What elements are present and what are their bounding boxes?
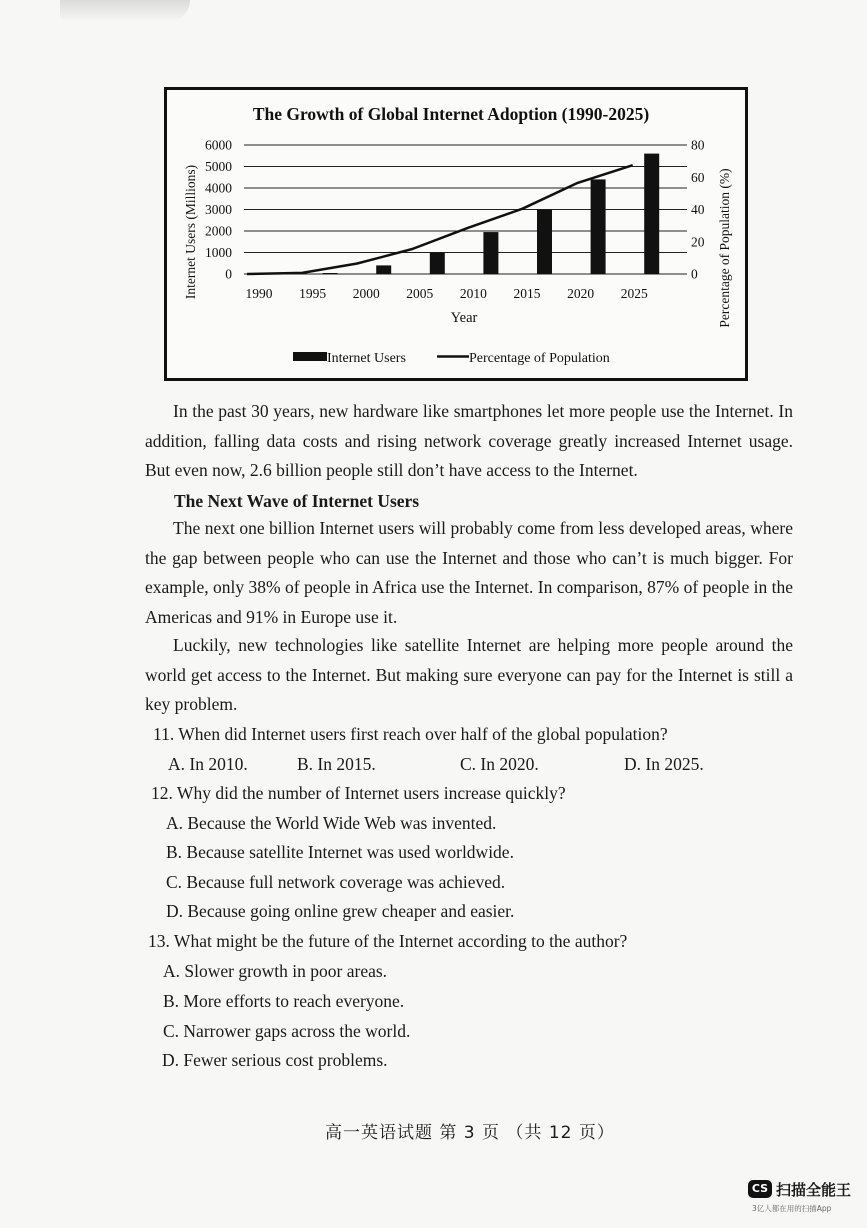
- passage-paragraph-3: [145, 631, 793, 720]
- legend-bar-swatch: [293, 352, 327, 361]
- legend-label-users: Internet Users: [327, 351, 406, 366]
- bar: [537, 210, 552, 275]
- grid-lines: [244, 145, 687, 274]
- y-tick-label: 0: [225, 266, 232, 282]
- y-axis-title-right: Percentage of Population (%): [717, 168, 732, 328]
- question-11-option-c[interactable]: C. In 2020.: [460, 754, 539, 774]
- question-13-option-c[interactable]: C. Narrower gaps across the world.: [163, 1021, 411, 1041]
- y-tick-label: 5000: [205, 159, 232, 174]
- question-11-stem: 11. When did Internet users first reach over half of the global population?: [153, 724, 668, 744]
- question-13-option-d[interactable]: D. Fewer serious cost problems.: [162, 1050, 388, 1070]
- y2-tick-label: 40: [691, 202, 705, 217]
- y2-tick-label: 0: [691, 266, 698, 282]
- paragraph-2-text: The next one billion Internet users will probably come from less developed areas, where the gap between people who can use the Internet and those who can’t is much bigger. For example, only 38% of people in Africa use the Internet. In comparison, 87% of people in the Americas and 91% in Europe use it.: [145, 518, 793, 627]
- paragraph-3-text: Luckily, new technologies like satellite Internet are helping more people around the world get access to the Internet. But making sure everyone can pay for the Internet is still a key problem.: [145, 635, 793, 714]
- x-tick-label: 2000: [352, 286, 380, 301]
- y-tick-label: 3000: [205, 202, 232, 217]
- chart-frame: [164, 87, 748, 381]
- y-tick-label: 2000: [205, 223, 232, 239]
- y2-tick-label: 80: [691, 137, 705, 153]
- x-axis-title: Year: [450, 310, 478, 326]
- bar: [430, 253, 445, 275]
- scanner-watermark: [748, 1178, 858, 1218]
- question-12-stem: 12. Why did the number of Internet users increase quickly?: [151, 783, 566, 803]
- x-tick-label: 2025: [620, 286, 648, 301]
- y-tick-label: 6000: [205, 137, 232, 153]
- x-tick-label: 2005: [406, 286, 434, 301]
- page-footer: 高一英语试题 第 3 页 （共 12 页）: [325, 1123, 615, 1143]
- bar: [483, 232, 498, 274]
- chart-title: The Growth of Global Internet Adoption (1990-2025): [252, 104, 650, 124]
- x-tick-label: 1990: [245, 286, 273, 301]
- question-12-option-b[interactable]: B. Because satellite Internet was used worldwide.: [166, 842, 514, 862]
- section-heading: The Next Wave of Internet Users: [174, 491, 420, 511]
- bar: [376, 265, 391, 274]
- tick-labels: [205, 138, 705, 302]
- passage-paragraph-2: [145, 514, 793, 632]
- x-tick-label: 2010: [459, 286, 487, 301]
- x-tick-label: 2020: [567, 286, 595, 301]
- y2-tick-label: 60: [691, 169, 705, 185]
- watermark-tagline: 3亿人都在用的扫描App: [752, 1204, 832, 1213]
- question-12-option-c[interactable]: C. Because full network coverage was achieved.: [166, 872, 506, 892]
- x-tick-label: 2015: [513, 286, 541, 301]
- legend-label-percentage: Percentage of Population: [469, 351, 610, 366]
- question-13-option-a[interactable]: A. Slower growth in poor areas.: [163, 961, 388, 981]
- bar: [644, 154, 659, 274]
- bar: [323, 273, 338, 274]
- y-tick-label: 4000: [205, 180, 232, 196]
- question-11-option-b[interactable]: B. In 2015.: [297, 754, 376, 774]
- question-13-stem: 13. What might be the future of the Internet according to the author?: [148, 931, 628, 951]
- question-11-option-a[interactable]: A. In 2010.: [168, 754, 248, 774]
- bar: [591, 179, 606, 274]
- passage-paragraph-1: [145, 397, 793, 486]
- question-13-option-b[interactable]: B. More efforts to reach everyone.: [163, 991, 405, 1011]
- x-tick-label: 1995: [299, 286, 327, 301]
- y-axis-title-left: Internet Users (Millions): [183, 164, 198, 300]
- camscanner-logo-icon: CS: [748, 1180, 772, 1198]
- bars: [269, 154, 659, 274]
- scan-edge-shadow: [60, 0, 190, 22]
- question-12-option-d[interactable]: D. Because going online grew cheaper and easier.: [166, 901, 515, 921]
- question-12-option-a[interactable]: A. Because the World Wide Web was invented.: [166, 813, 497, 833]
- question-11-option-d[interactable]: D. In 2025.: [624, 754, 704, 774]
- watermark-app-name: 扫描全能王: [776, 1181, 852, 1199]
- y2-tick-label: 20: [691, 234, 705, 250]
- y-tick-label: 1000: [205, 245, 232, 260]
- internet-adoption-chart: [167, 90, 745, 378]
- paragraph-1-text: In the past 30 years, new hardware like smartphones let more people use the Internet. In addition, falling data costs and rising network coverage greatly increased Internet usage. But even now, 2.6 billion people still don’t have access to the Internet.: [145, 401, 793, 480]
